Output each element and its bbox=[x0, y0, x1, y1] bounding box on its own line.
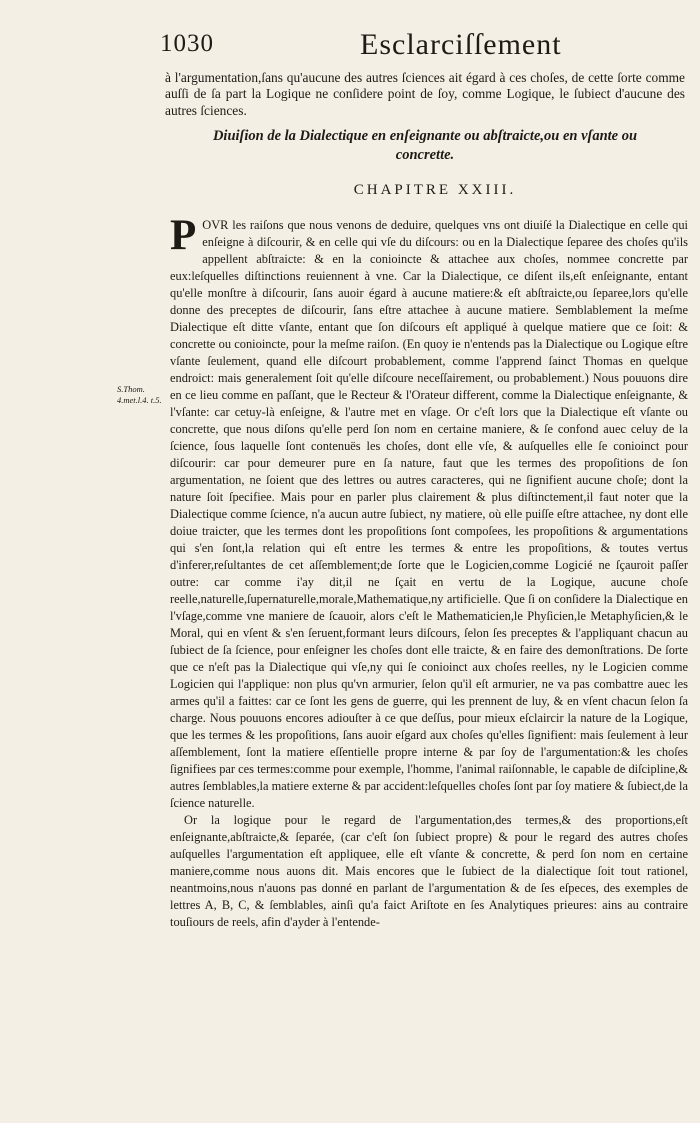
section-title: Diuiſion de la Dialectique en enſeignante ou abſtraicte,ou en vſante ou concrette. bbox=[212, 128, 638, 163]
chapter-body bbox=[170, 212, 688, 931]
drop-cap: P bbox=[170, 212, 197, 259]
margin-note: S.Thom. 4.met.l.4. t.5. bbox=[117, 384, 162, 405]
intro-paragraph: à l'argumentation,ſans qu'aucune des autres ſciences ait égard à ces choſes, de cette ſorte comme auſſi de ſa part la Logique ne conſidere point de ſoy, comme Logique, le ſubiect d'aucune des autres ſciences. bbox=[165, 70, 685, 118]
paragraph-2: Or la logique pour le regard de l'argumentation,des termes,& des proportions,eſt enſeignante,abſtraicte,& ſeparée, (car c'eſt ſon ſubiect propre) & pour le regard des autres choſes auſquelles l'argumentation eſt appliquee, elle eſt vſante & concrette, & perd ſon nom en certaine maniere,comme nous auons dit. Mais encores que le ſubiect de la dialectique ſoit tout rationel, neantmoins,nous n'auons pas donné en parlant de l'argumentation & de ſes eſpeces, des exemples de lettres A, B, C, & ſemblables, ainſi qu'a faict Ariſtote en ſes Analytiques prieures: ains au contraire touſiours de reels, afin d'ayder à l'entende- bbox=[170, 813, 688, 929]
page-header bbox=[160, 28, 670, 64]
paragraph-1 bbox=[170, 212, 688, 812]
running-title: Esclarciſſement bbox=[360, 28, 562, 61]
page-number: 1030 bbox=[160, 30, 214, 57]
paragraph-1-text: OVR les raiſons que nous venons de deduire, quelques vns ont diuiſé la Dialectique en celle qui enſeigne à diſcourir, & en celle qui vſe du diſcours: ou en la Dialectique ſeparee des choſes qu'ils appellent abſtraicte: & en la conioincte & attachee aux choſes, nommee concrette par eux:leſquelles diſtinctions reuiennent à vne. Car la Dialectique, ce diſent ils,eſt enſeignante, entant qu'elle monſtre à diſcourir, ſans auoir égard à aucune matiere:& eſt abſtraicte,ou ſeparee,lors qu'elle donne des preceptes de diſcourir, ſans eſtre attachee à aucune matiere. Semblablement la meſme Dialectique eſt ditte vſante, entant que ſon diſcours eſt appliqué à quelque matiere que ce ſoit: & concrette ou conioincte, pour la meſme raiſon. (En quoy ie n'entends pas la Dialectique ou Logique eſtre vſante ſeulement, quand elle diſcourt probablement, comme l'apprend ſainct Thomas en quelque endroict: mais generalement ſoit qu'elle diſcoure neceſſairement, ou probablement.) Nous pouuons dire en ce lieu comme en paſſant, que le Recteur & l'Orateur different, comme la Dialectique enſeignante, & l'vſante: car cetuy-là enſeigne, & l'autre met en vſage. Or c'eſt lors que la Dialectique eſt vſante ou concrette, que nous diſons qu'elle perd ſon nom en certaine maniere, & ſe confond auec celuy de la ſcience, ſous laquelle ſont contenuës les choſes, dont elle vſe, & auſquelles elle ſe conioinct pour diſcourir: car pour demeurer pure en ſa nature, faut que les termes des propoſitions de ſon argumentation, ne ſoient que des lettres ou autres caracteres, qui ne ſignifient aucune choſe; dont la nature ſoit ſpecifiee. Mais pour en parler plus clairement & plus diſtinctement,il faut noter que la Dialectique comme ſcience, n'a aucun autre ſubiect, ny matiere, où elle puiſſe eſtre attachee, ny dont elle doiue traicter, que les termes dont les propoſitions ſont compoſees, les propoſitions & argumentations qui s'en ſont,la relation qui eſt entre les termes & entre les propoſitions, & toutes vertus d'inferer,reſultantes de cet aſſemblement;de ſorte que le Logicien,comme Logicié ne ſçauroit paſſer outre: car comme i'ay dit,il ne ſçait en vertu de la Logique, aucune choſe reelle,naturelle,ſupernaturelle,morale,Mathematique,ny artificielle. Que ſi on conſidere la Dialectique en l'vſage,comme vne maniere de ſcauoir, alors c'eſt le Mathematicien,le Phyſicien,le Metaphyſicien,& le Moral, qui en vſent & s'en ſeruent,formant leurs diſcours, ſelon ſes preceptes & l'appliquant chacun au ſubiect de ſa ſcience, pour enſeigner les choſes dont elle traicte, & en faire des demonſtrations. De ſorte que ce n'eſt pas la Dialectique qui vſe,ny qui ſe conioinct aux choſes reelles, ny le Logicien comme Logicien qui l'applique: non plus qu'vn armurier, ſelon qu'il eſt armurier, ne va pas combattre auec les armes qu'il a faittes: car ce ſont les gens de guerre, qui les prennent de luy, & en vſent chacun ſelon ſa charge. Nous pouuons encores adiouſter à ce que deſſus, pour mieux eſclaircir la nature de la Logique, que les termes & les propoſitions, ſans auoir eſgard aux choſes qu'elles ſignifient: mais ſeulement à leur aſſemblement, ſont la matiere eſſentielle propre interne & par ſoy de l'argumentation:& les choſes ſignifiees par ces termes:comme pour exemple, l'homme, l'animal raiſonnable, le capable de diſcipline,& autres ſemblables,la matiere externe & par accident:leſquelles choſes ſont par ſoy matiere & ſubiect,de la ſcience naturelle. bbox=[170, 218, 688, 810]
chapter-title: CHAPITRE XXIII. bbox=[353, 182, 517, 198]
